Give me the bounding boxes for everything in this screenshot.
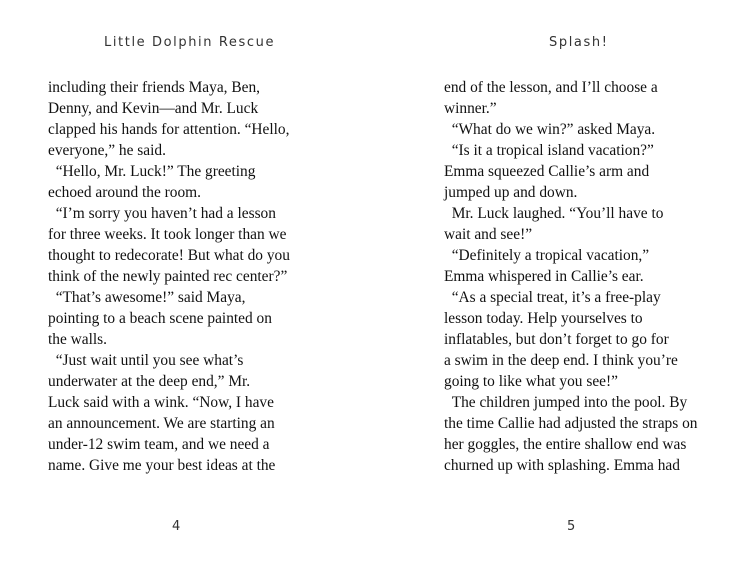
text-line: under-12 swim team, and we need a	[48, 436, 270, 453]
text-line: Luck said with a wink. “Now, I have	[48, 394, 274, 411]
text-line: “Is it a tropical island vacation?”	[444, 142, 654, 159]
text-line: a swim in the deep end. I think you’re	[444, 352, 678, 369]
page-number: 5	[567, 519, 576, 534]
text-line: the time Callie had adjusted the straps on	[444, 415, 698, 432]
running-head-chapter-title: Splash!	[549, 35, 609, 50]
text-line: including their friends Maya, Ben,	[48, 79, 260, 96]
text-line: the walls.	[48, 331, 107, 348]
text-line: think of the newly painted rec center?”	[48, 268, 288, 285]
text-line: “What do we win?” asked Maya.	[444, 121, 656, 138]
text-line: “I’m sorry you haven’t had a lesson	[48, 205, 276, 222]
text-line: “That’s awesome!” said Maya,	[48, 289, 246, 306]
text-line: for three weeks. It took longer than we	[48, 226, 287, 243]
text-line: underwater at the deep end,” Mr.	[48, 373, 251, 390]
text-line: “Hello, Mr. Luck!” The greeting	[48, 163, 256, 180]
text-line: inflatables, but don’t forget to go for	[444, 331, 669, 348]
text-line: thought to redecorate! But what do you	[48, 247, 290, 264]
text-line: everyone,” he said.	[48, 142, 166, 159]
text-line: winner.”	[444, 100, 497, 117]
body-text	[444, 77, 747, 476]
text-line: Mr. Luck laughed. “You’ll have to	[444, 205, 664, 222]
text-line: “As a special treat, it’s a free-play	[444, 289, 661, 306]
running-head-book-title: Little Dolphin Rescue	[104, 35, 276, 50]
text-line: wait and see!”	[444, 226, 533, 243]
text-line: lesson today. Help yourselves to	[444, 310, 643, 327]
right-page	[373, 0, 747, 576]
text-line: pointing to a beach scene painted on	[48, 310, 272, 327]
text-line: clapped his hands for attention. “Hello,	[48, 121, 290, 138]
text-line: Denny, and Kevin—and Mr. Luck	[48, 100, 259, 117]
text-line: echoed around the room.	[48, 184, 201, 201]
left-page	[0, 0, 373, 576]
text-line: an announcement. We are starting an	[48, 415, 275, 432]
text-line: “Definitely a tropical vacation,”	[444, 247, 650, 264]
text-line: The children jumped into the pool. By	[444, 394, 688, 411]
text-line: jumped up and down.	[444, 184, 578, 201]
page-number: 4	[172, 519, 181, 534]
text-line: going to like what you see!”	[444, 373, 618, 390]
body-text	[48, 77, 348, 476]
text-line: name. Give me your best ideas at the	[48, 457, 276, 474]
text-line: Emma squeezed Callie’s arm and	[444, 163, 650, 180]
text-line: end of the lesson, and I’ll choose a	[444, 79, 658, 96]
text-line: churned up with splashing. Emma had	[444, 457, 680, 474]
text-line: her goggles, the entire shallow end was	[444, 436, 687, 453]
text-line: Emma whispered in Callie’s ear.	[444, 268, 644, 285]
text-line: “Just wait until you see what’s	[48, 352, 244, 369]
